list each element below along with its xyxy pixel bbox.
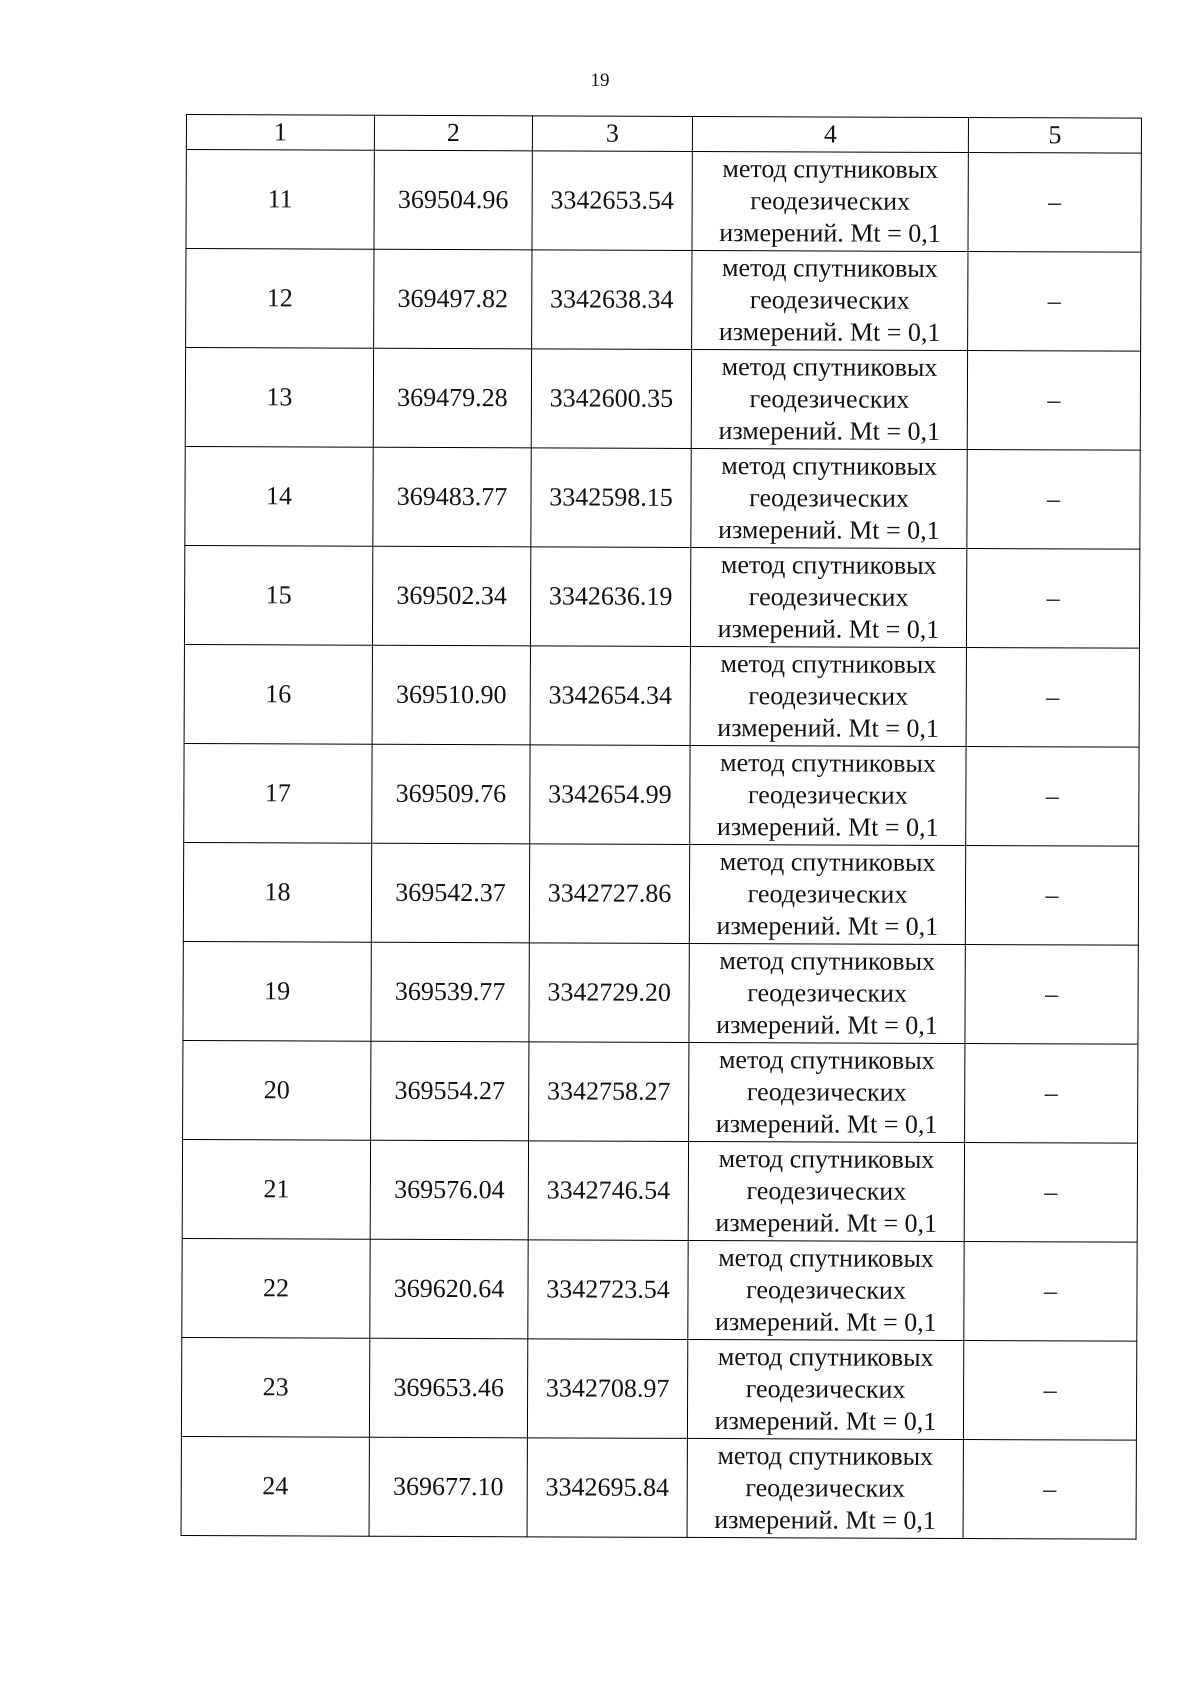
- note-cell: –: [967, 450, 1140, 550]
- x-coordinate-cell: 369576.04: [370, 1140, 528, 1240]
- method-cell: [689, 844, 965, 944]
- note-cell: –: [964, 1241, 1137, 1341]
- point-number-cell: 20: [183, 1040, 371, 1140]
- x-coordinate-cell: 369502.34: [372, 546, 530, 646]
- header-col-5: 5: [968, 118, 1141, 154]
- method-line: метод спутниковых: [717, 1342, 934, 1372]
- method-line: измерений. Mt = 0,1: [717, 614, 940, 644]
- table-row: [186, 249, 1141, 352]
- coordinates-table-wrapper: [181, 114, 1142, 1540]
- point-number-cell: 21: [182, 1139, 370, 1239]
- x-coordinate-cell: 369497.82: [374, 249, 532, 349]
- method-line: метод спутниковых: [722, 154, 939, 184]
- method-cell: [691, 448, 967, 548]
- x-coordinate-cell: 369539.77: [371, 942, 529, 1042]
- table-row: [183, 1040, 1138, 1143]
- method-line: метод спутниковых: [720, 649, 937, 679]
- method-line: метод спутниковых: [717, 1441, 934, 1471]
- y-coordinate-cell: 3342729.20: [529, 943, 689, 1043]
- method-line: метод спутниковых: [718, 1045, 935, 1075]
- method-line: геодезических: [749, 483, 909, 513]
- method-line: метод спутниковых: [721, 352, 938, 382]
- point-number-cell: 22: [182, 1238, 370, 1338]
- header-col-2: 2: [374, 115, 532, 151]
- method-line: измерений. Mt = 0,1: [716, 812, 939, 842]
- x-coordinate-cell: 369510.90: [372, 645, 530, 745]
- x-coordinate-cell: 369677.10: [369, 1437, 527, 1537]
- point-number-cell: 19: [183, 941, 371, 1041]
- header-col-1: 1: [186, 115, 374, 151]
- method-cell: [687, 1438, 963, 1538]
- y-coordinate-cell: 3342708.97: [527, 1339, 687, 1439]
- method-line: метод спутниковых: [720, 748, 936, 778]
- method-line: геодезических: [748, 582, 909, 612]
- table-row: [182, 1139, 1137, 1242]
- y-coordinate-cell: 3342600.35: [531, 349, 691, 449]
- table-row: [182, 1238, 1137, 1341]
- method-cell: [690, 547, 966, 647]
- x-coordinate-cell: 369542.37: [371, 843, 529, 943]
- method-line: измерений. Mt = 0,1: [719, 218, 941, 248]
- method-line: измерений. Mt = 0,1: [717, 713, 939, 743]
- method-line: геодезических: [749, 285, 910, 315]
- header-col-3: 3: [532, 116, 692, 152]
- x-coordinate-cell: 369504.96: [374, 150, 532, 250]
- method-cell: [687, 1339, 963, 1439]
- note-cell: –: [966, 648, 1139, 748]
- method-line: геодезических: [745, 1374, 906, 1404]
- method-cell: [690, 646, 966, 746]
- y-coordinate-cell: 3342654.34: [530, 646, 690, 746]
- table-row: [183, 941, 1138, 1044]
- y-coordinate-cell: 3342638.34: [532, 250, 692, 350]
- point-number-cell: 12: [186, 249, 374, 349]
- method-line: геодезических: [747, 978, 908, 1008]
- method-line: метод спутниковых: [718, 1144, 935, 1174]
- method-line: измерений. Mt = 0,1: [716, 911, 939, 941]
- note-cell: –: [968, 153, 1141, 253]
- x-coordinate-cell: 369483.77: [373, 447, 531, 547]
- table-row: [184, 743, 1139, 846]
- method-cell: [692, 250, 968, 350]
- x-coordinate-cell: 369479.28: [373, 348, 531, 448]
- method-line: метод спутниковых: [719, 946, 936, 976]
- y-coordinate-cell: 3342654.99: [530, 745, 690, 845]
- table-row: [186, 150, 1141, 253]
- note-cell: –: [965, 845, 1138, 945]
- y-coordinate-cell: 3342653.54: [532, 151, 692, 251]
- y-coordinate-cell: 3342723.54: [528, 1240, 688, 1340]
- method-line: измерений. Mt = 0,1: [714, 1505, 936, 1535]
- table-row: [181, 1436, 1136, 1539]
- note-cell: –: [968, 252, 1141, 352]
- coordinates-table: [181, 114, 1142, 1540]
- point-number-cell: 11: [186, 150, 374, 250]
- method-line: геодезических: [749, 384, 910, 414]
- table-row: [184, 545, 1139, 648]
- point-number-cell: 16: [184, 644, 372, 744]
- method-line: измерений. Mt = 0,1: [718, 515, 940, 545]
- table-row: [184, 644, 1139, 747]
- y-coordinate-cell: 3342758.27: [529, 1042, 689, 1142]
- method-cell: [692, 151, 968, 251]
- y-coordinate-cell: 3342636.19: [530, 547, 690, 647]
- method-line: измерений. Mt = 0,1: [715, 1109, 938, 1139]
- method-line: геодезических: [745, 1473, 906, 1503]
- table-row: [185, 348, 1140, 451]
- method-line: геодезических: [747, 879, 908, 909]
- method-line: метод спутниковых: [719, 847, 936, 877]
- page-number: 19: [590, 70, 610, 91]
- note-cell: –: [963, 1439, 1136, 1539]
- method-line: геодезических: [746, 1176, 907, 1206]
- method-line: измерений. Mt = 0,1: [718, 317, 941, 347]
- header-row: [186, 115, 1141, 154]
- table-body: [181, 150, 1141, 1540]
- header-col-4: 4: [692, 116, 968, 152]
- method-cell: [689, 943, 965, 1043]
- table-row: [185, 446, 1140, 549]
- note-cell: –: [965, 944, 1138, 1044]
- method-line: геодезических: [747, 780, 908, 810]
- x-coordinate-cell: 369653.46: [369, 1338, 527, 1438]
- method-cell: [688, 1141, 964, 1241]
- method-cell: [691, 349, 967, 449]
- method-line: геодезических: [748, 681, 909, 711]
- method-cell: [689, 1042, 965, 1142]
- method-line: геодезических: [746, 1275, 906, 1305]
- y-coordinate-cell: 3342727.86: [529, 844, 689, 944]
- table-row: [181, 1337, 1136, 1440]
- point-number-cell: 13: [185, 348, 373, 448]
- method-line: метод спутниковых: [718, 1243, 935, 1273]
- note-cell: –: [964, 1142, 1137, 1242]
- method-line: измерений. Mt = 0,1: [714, 1406, 937, 1436]
- note-cell: –: [967, 351, 1140, 451]
- table-row: [183, 842, 1138, 945]
- method-line: измерений. Mt = 0,1: [715, 1208, 938, 1238]
- point-number-cell: 23: [181, 1337, 369, 1437]
- method-line: метод спутниковых: [721, 253, 938, 283]
- method-line: измерений. Mt = 0,1: [718, 416, 941, 446]
- point-number-cell: 15: [184, 545, 372, 645]
- x-coordinate-cell: 369620.64: [370, 1239, 528, 1339]
- method-line: геодезических: [750, 186, 911, 216]
- point-number-cell: 14: [185, 446, 373, 546]
- x-coordinate-cell: 369509.76: [372, 744, 530, 844]
- x-coordinate-cell: 369554.27: [371, 1041, 529, 1141]
- method-line: метод спутниковых: [720, 550, 937, 580]
- method-cell: [690, 745, 966, 845]
- note-cell: –: [965, 1043, 1138, 1143]
- note-cell: –: [966, 549, 1139, 649]
- point-number-cell: 24: [181, 1436, 369, 1536]
- point-number-cell: 17: [184, 743, 372, 843]
- table-header: [186, 115, 1141, 154]
- method-line: измерений. Mt = 0,1: [714, 1307, 937, 1337]
- note-cell: –: [966, 746, 1139, 846]
- method-cell: [688, 1240, 964, 1340]
- y-coordinate-cell: 3342598.15: [531, 448, 691, 548]
- point-number-cell: 18: [183, 842, 371, 942]
- method-line: измерений. Mt = 0,1: [716, 1010, 938, 1040]
- y-coordinate-cell: 3342746.54: [528, 1141, 688, 1241]
- method-line: метод спутниковых: [721, 451, 938, 481]
- note-cell: –: [963, 1340, 1136, 1440]
- y-coordinate-cell: 3342695.84: [527, 1438, 687, 1538]
- method-line: геодезических: [746, 1077, 907, 1107]
